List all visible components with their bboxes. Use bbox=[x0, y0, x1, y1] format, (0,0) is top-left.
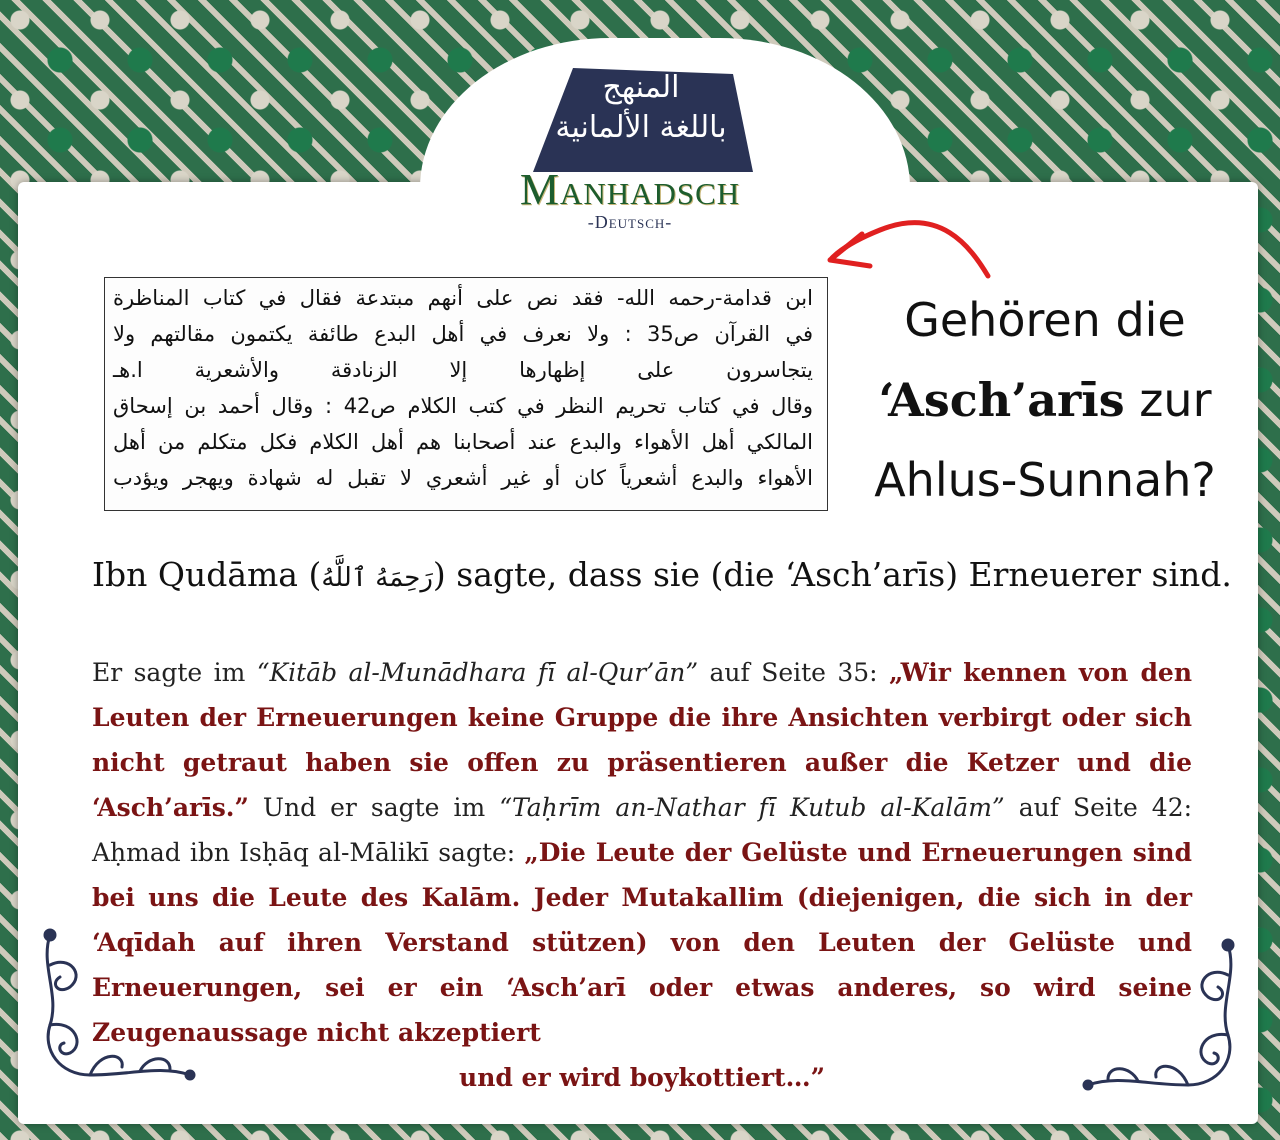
quote-2-ending: und er wird boykottiert…” bbox=[459, 1063, 825, 1092]
scan-line: المالكي أهل الأهواء والبدع عند أصحابنا هم أهل الكلام فكل متكلم من أهل bbox=[113, 430, 813, 454]
headline-after: ) sagte, dass sie (die ‘Asch’arīs) Erneuerer sind. bbox=[432, 555, 1232, 594]
quote-paragraph bbox=[92, 650, 1192, 1100]
quote-2: „Die Leute der Gelüste und Erneuerungen sind bei uns die Leute des Kalām. Jeder Mutakallim (diejenigen, die sich in der ‘Aqīdah auf ihren Verstand stützen) von den Leuten der Gelüste und Erneuerungen, sei er ein ‘Asch’arī oder etwas anderes, so wird seine Zeugenaussage nicht akzeptiert bbox=[92, 838, 1192, 1047]
body-text-part: Und er sagte im bbox=[248, 793, 500, 822]
question-line1: Gehören die bbox=[904, 293, 1186, 347]
scan-line: يتجاسرون على إظهارها إلا الزنادقة والأشعرية ا.هـ bbox=[113, 358, 813, 382]
question-line2 bbox=[860, 360, 1230, 440]
logo-subtitle: -Deutsch- bbox=[587, 212, 673, 232]
quote-1: „Wir kennen von den Leuten der Erneuerungen keine Gruppe die ihre Ansichten verbirgt oder sich nicht getraut haben sie offen zu präsentieren außer die Ketzer und die ‘Asch’arīs.” bbox=[92, 658, 1193, 822]
question-bold-term: ‘Asch’arīs bbox=[878, 373, 1125, 427]
scan-line: وقال في كتاب تحريم النظر في كتب الكلام ص42 : وقال أحمد بن إسحاق bbox=[113, 394, 813, 418]
scan-line: في القرآن ص35 : ولا نعرف في أهل البدع طائفة يكتمون مقالتهم ولا bbox=[113, 322, 814, 346]
scan-line: الأهواء والبدع أشعرياً كان أو غير أشعري لا تقبل له شهادة ويهجر ويؤدب bbox=[113, 466, 813, 490]
headline-before: Ibn Qudāma ( bbox=[92, 555, 322, 594]
arabic-source-scan bbox=[104, 277, 828, 511]
body-text-part: auf Seite 35: bbox=[698, 658, 889, 687]
scan-line: ابن قدامة-رحمه الله- فقد نص على أنهم مبتدعة فقال في كتاب المناظرة bbox=[113, 286, 813, 310]
manhadsch-logo bbox=[465, 52, 795, 232]
logo-arabic-line1: المنهج bbox=[602, 70, 680, 105]
headline bbox=[92, 555, 1232, 594]
red-arrow-icon bbox=[820, 196, 1000, 286]
question-line2-rest: zur bbox=[1124, 373, 1212, 427]
logo-arabic-line2: باللغة الألمانية bbox=[555, 110, 727, 145]
body-text-part: Er sagte im bbox=[92, 658, 257, 687]
logo-title: Manhadsch bbox=[519, 165, 741, 214]
body-text-part: auf Seite 42: Aḥmad ibn Isḥāq al-Mālikī sagte: bbox=[92, 793, 1193, 867]
question-heading bbox=[860, 280, 1230, 520]
book-title-2: “Taḥrīm an-Nathar fī Kutub al-Kalām” bbox=[499, 793, 1005, 822]
flourish-ornament-icon bbox=[30, 925, 200, 1095]
headline-honorific: رَحِمَهُ ٱللَّهُ bbox=[321, 563, 433, 593]
flourish-ornament-icon bbox=[1078, 935, 1248, 1105]
book-title-1: “Kitāb al-Munādhara fī al-Qur’ān” bbox=[256, 658, 699, 687]
question-line3: Ahlus-Sunnah? bbox=[874, 453, 1216, 507]
